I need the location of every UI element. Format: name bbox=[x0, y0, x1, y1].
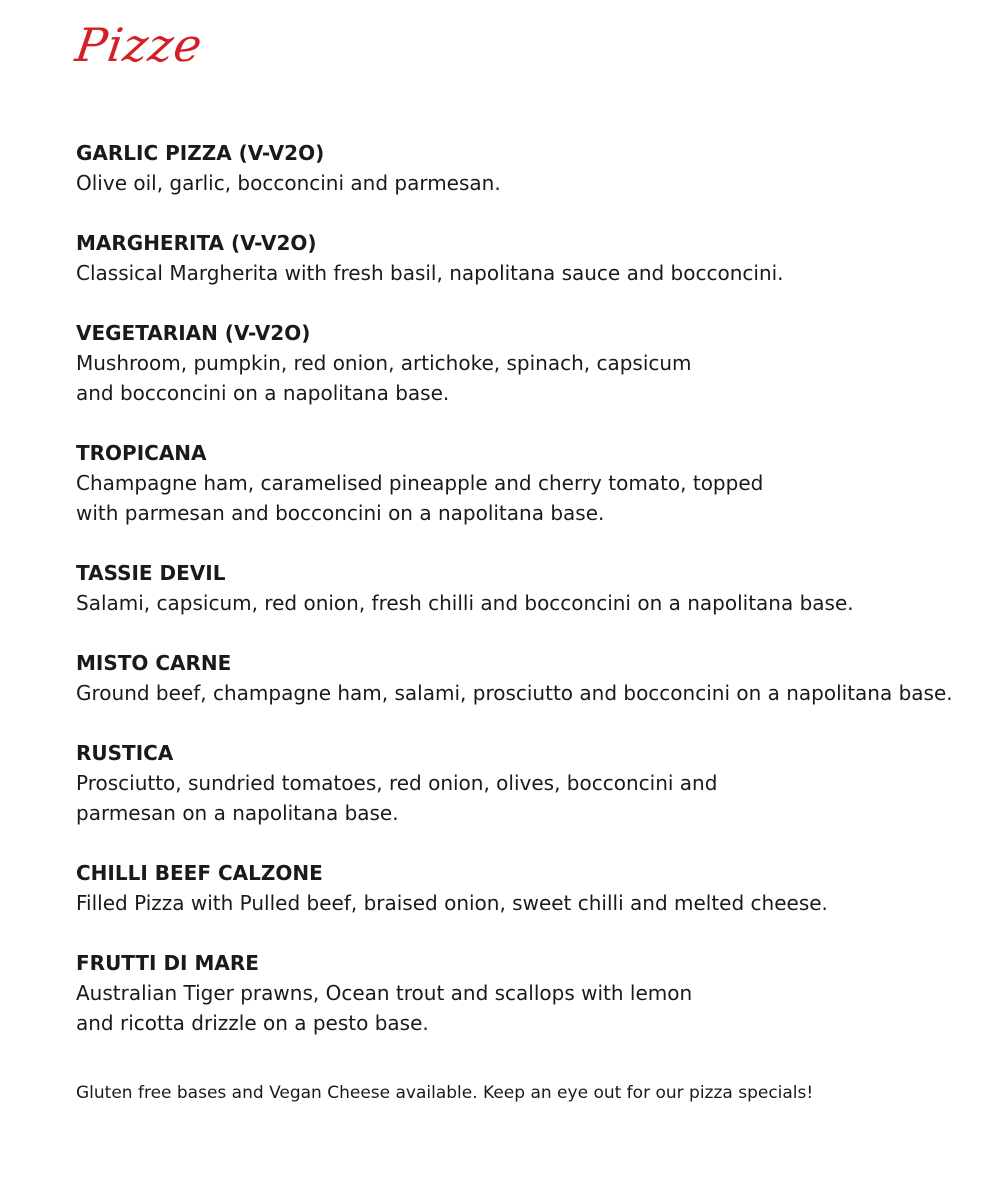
menu-item-description-line-1: Australian Tiger prawns, Ocean trout and scallops with lemon bbox=[76, 981, 693, 1005]
menu-item-vegetarian bbox=[76, 318, 976, 438]
menu-item-description: Salami, capsicum, red onion, fresh chilli and bocconcini on a napolitana base. bbox=[76, 591, 854, 615]
menu-item-description-line-2: and ricotta drizzle on a pesto base. bbox=[76, 1011, 429, 1035]
menu-item-name: MISTO CARNE bbox=[76, 651, 232, 675]
menu-footer-note: Gluten free bases and Vegan Cheese available. Keep an eye out for our pizza specials! bbox=[76, 1083, 814, 1103]
menu-item-name: FRUTTI DI MARE bbox=[76, 951, 259, 975]
menu-item-description-line-2: with parmesan and bocconcini on a napolitana base. bbox=[76, 501, 605, 525]
menu-item-name: RUSTICA bbox=[76, 741, 174, 765]
menu-item-description-line-1: Prosciutto, sundried tomatoes, red onion, olives, bocconcini and bbox=[76, 771, 718, 795]
menu-item-description: Classical Margherita with fresh basil, napolitana sauce and bocconcini. bbox=[76, 261, 784, 285]
menu-item-misto-carne bbox=[76, 648, 976, 738]
menu-item-description: Olive oil, garlic, bocconcini and parmesan. bbox=[76, 171, 501, 195]
menu-item-chilli-beef-calzone bbox=[76, 858, 976, 948]
menu-item-description: Filled Pizza with Pulled beef, braised onion, sweet chilli and melted cheese. bbox=[76, 891, 828, 915]
menu-item-description-line-2: parmesan on a napolitana base. bbox=[76, 801, 399, 825]
menu-title: Pizze bbox=[72, 18, 207, 72]
menu-item-name: VEGETARIAN (V-V2O) bbox=[76, 321, 311, 345]
menu-item-name: GARLIC PIZZA (V-V2O) bbox=[76, 141, 325, 165]
menu-item-description-line-1: Champagne ham, caramelised pineapple and cherry tomato, topped bbox=[76, 471, 764, 495]
menu-item-description-line-2: and bocconcini on a napolitana base. bbox=[76, 381, 450, 405]
menu-item-description-line-1: Mushroom, pumpkin, red onion, artichoke, spinach, capsicum bbox=[76, 351, 692, 375]
pizza-menu-list bbox=[76, 138, 976, 1068]
menu-item-name: TASSIE DEVIL bbox=[76, 561, 226, 585]
menu-item-margherita bbox=[76, 228, 976, 318]
menu-item-description: Ground beef, champagne ham, salami, prosciutto and bocconcini on a napolitana base. bbox=[76, 681, 953, 705]
menu-item-tropicana bbox=[76, 438, 976, 558]
menu-item-name: TROPICANA bbox=[76, 441, 207, 465]
menu-item-name: MARGHERITA (V-V2O) bbox=[76, 231, 317, 255]
menu-item-frutti-di-mare bbox=[76, 948, 976, 1068]
menu-item-garlic-pizza bbox=[76, 138, 976, 228]
menu-item-name: CHILLI BEEF CALZONE bbox=[76, 861, 323, 885]
menu-item-tassie-devil bbox=[76, 558, 976, 648]
menu-item-rustica bbox=[76, 738, 976, 858]
